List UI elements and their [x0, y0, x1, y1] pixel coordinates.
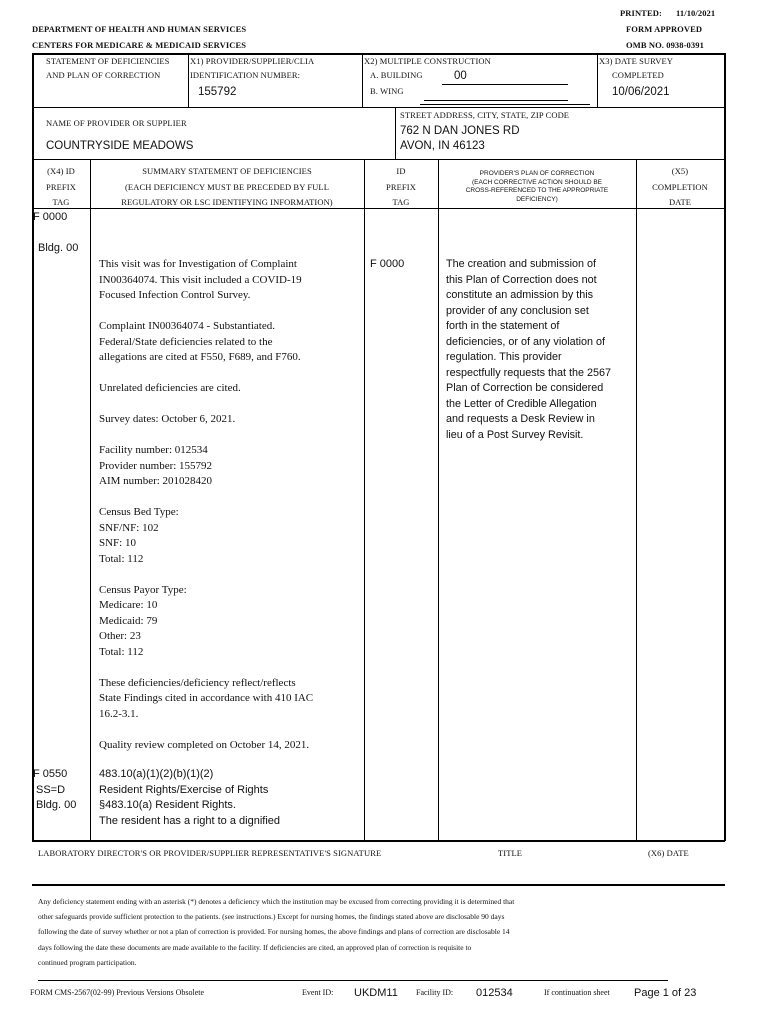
- plan-line: regulation. This provider: [446, 351, 562, 363]
- provider-name-label: NAME OF PROVIDER OR SUPPLIER: [46, 118, 187, 128]
- summary-paragraph: [99, 412, 361, 428]
- tag-line: F 0550: [33, 768, 68, 780]
- building-tag-1: Bldg. 00: [38, 242, 79, 254]
- x4-header-line: TAG: [52, 197, 70, 207]
- building-underline: [442, 84, 568, 85]
- summary-line: SNF: 10: [99, 537, 136, 549]
- summary-line: Federal/State deficiencies related to the: [99, 335, 273, 348]
- summary-paragraph: [99, 443, 361, 490]
- plan-id-tag: F 0000: [370, 258, 405, 270]
- title-label: TITLE: [498, 848, 523, 858]
- summary-paragraph: [99, 505, 361, 567]
- plan-line: the Letter of Credible Allegation: [446, 397, 597, 410]
- summary-column-header: [90, 164, 364, 211]
- summary-paragraph: [99, 381, 361, 397]
- summary-paragraph: [99, 319, 361, 366]
- summary-line: These deficiencies/deficiency reflect/reflects: [99, 676, 296, 689]
- summary-line: Other: 23: [99, 630, 141, 642]
- disclaimer-text: [38, 894, 514, 970]
- id-column-header: [364, 164, 438, 211]
- building-tag-2: Bldg. 00: [36, 799, 77, 811]
- facility-id: 012534: [476, 987, 513, 999]
- id-header-line: ID: [396, 166, 406, 176]
- building-value: 00: [454, 70, 467, 82]
- plan-line: forth in the statement of: [446, 320, 560, 332]
- wing-underline: [424, 100, 568, 101]
- building-label: A. BUILDING: [370, 70, 423, 80]
- summary-statement: [99, 257, 361, 753]
- summary-line: Unrelated deficiencies are cited.: [99, 382, 241, 394]
- plan-line: The creation and submission of: [446, 258, 597, 270]
- disclaimer-line: continued program participation.: [38, 957, 137, 967]
- x4-header-line: (X4) ID: [47, 166, 75, 176]
- printed-label: PRINTED:: [620, 8, 662, 18]
- disclaimer-line: other safeguards provide sufficient protection to the patients. (see instructions.) Except for nursing homes, the findings stated above are disclosable 90 days: [38, 912, 505, 922]
- plan-header-line: (EACH CORRECTIVE ACTION SHOULD BE: [471, 178, 603, 186]
- x5-column-header: [636, 164, 724, 211]
- plan-line: deficiencies, or of any violation of: [446, 335, 606, 348]
- summary-line: Survey dates: October 6, 2021.: [99, 413, 236, 425]
- x2-label: X2) MULTIPLE CONSTRUCTION: [364, 56, 491, 66]
- summary-line: SNF/NF: 102: [99, 521, 159, 534]
- regulation-line: 483.10(a)(1)(2)(b)(1)(2): [99, 768, 214, 780]
- plan-line: this Plan of Correction does not: [446, 273, 597, 286]
- plan-line: provider of any conclusion set: [446, 304, 589, 317]
- summary-line: Total: 112: [99, 645, 144, 658]
- plan-column-header: [438, 170, 636, 204]
- printed-date: 11/10/2021: [676, 8, 716, 18]
- plan-line: Plan of Correction be considered: [446, 382, 604, 394]
- x3-label-line-2: COMPLETED: [612, 70, 664, 80]
- x5-header-line: (X5): [671, 166, 689, 176]
- statement-label-line-2: AND PLAN OF CORRECTION: [46, 70, 161, 80]
- summary-paragraph: [99, 738, 361, 754]
- facility-id-label: Facility ID:: [416, 988, 454, 997]
- address-label: STREET ADDRESS, CITY, STATE, ZIP CODE: [400, 110, 570, 120]
- summary-line: IN00364074. This visit included a COVID-19: [99, 273, 302, 286]
- regulation-line: The resident has a right to a dignified: [99, 814, 281, 827]
- signature-label: LABORATORY DIRECTOR'S OR PROVIDER/SUPPLIER REPRESENTATIVE'S SIGNATURE: [38, 848, 382, 858]
- continuation-label: If continuation sheet: [544, 988, 610, 997]
- form-approved: FORM APPROVED: [626, 24, 703, 34]
- summary-line: Complaint IN00364074 - Substantiated.: [99, 320, 275, 332]
- statement-label-line-1: STATEMENT OF DEFICIENCIES: [46, 56, 170, 66]
- summary-header-line: (EACH DEFICIENCY MUST BE PRECEDED BY FULL: [124, 181, 330, 192]
- plan-line: and requests a Desk Review in: [446, 413, 595, 425]
- deficiency-tag-f0550: [33, 767, 76, 814]
- provider-number: 155792: [198, 86, 237, 98]
- provider-name: COUNTRYSIDE MEADOWS: [46, 140, 194, 152]
- event-id: UKDM11: [354, 987, 398, 999]
- summary-paragraph: [99, 583, 361, 661]
- form-id: FORM CMS-2567(02-99) Previous Versions Obsolete: [30, 988, 205, 997]
- wing-label: B. WING: [370, 86, 404, 96]
- summary-paragraph: [99, 676, 361, 723]
- summary-header-line: SUMMARY STATEMENT OF DEFICIENCIES: [142, 166, 312, 176]
- plan-line: constitute an admission by this: [446, 289, 594, 301]
- summary-header-line: REGULATORY OR LSC IDENTIFYING INFORMATION): [121, 197, 333, 207]
- plan-line: lieu of a Post Survey Revisit.: [446, 428, 584, 441]
- plan-header-line: PROVIDER'S PLAN OF CORRECTION: [479, 170, 595, 177]
- x1-label-line-2: IDENTIFICATION NUMBER:: [190, 70, 301, 80]
- summary-line: Quality review completed on October 14, 2021.: [99, 738, 310, 751]
- x3-label-line-1: X3) DATE SURVEY: [599, 56, 674, 66]
- summary-line: 16.2-3.1.: [99, 707, 139, 720]
- x1-label-line-1: X1) PROVIDER/SUPPLIER/CLIA: [190, 56, 315, 66]
- plan-of-correction-text: [446, 257, 634, 443]
- signature-divider: [32, 884, 725, 886]
- summary-line: Medicare: 10: [99, 599, 158, 611]
- address-line-2: AVON, IN 46123: [400, 140, 485, 152]
- agency-line-1: DEPARTMENT OF HEALTH AND HUMAN SERVICES: [32, 24, 247, 34]
- summary-line: State Findings cited in accordance with 410 IAC: [99, 692, 314, 704]
- summary-line: Provider number: 155792: [99, 459, 213, 472]
- disclaimer-line: following the date of survey whether or not a plan of correction is provided. For nursing homes, the above findings and plans of correction are disclosable 14: [38, 927, 510, 937]
- summary-line: Census Bed Type:: [99, 506, 179, 518]
- plan-line: respectfully requests that the 2567: [446, 366, 612, 379]
- x4-header-line: PREFIX: [46, 181, 76, 192]
- summary-paragraph: [99, 257, 361, 304]
- summary-line: Focused Infection Control Survey.: [99, 289, 251, 301]
- event-id-label: Event ID:: [302, 988, 334, 997]
- regulation-line: Resident Rights/Exercise of Rights: [99, 783, 269, 796]
- regulation-line: §483.10(a) Resident Rights.: [99, 799, 236, 811]
- summary-line: Facility number: 012534: [99, 444, 208, 456]
- summary-line: Census Payor Type:: [99, 583, 187, 596]
- id-header-line: PREFIX: [386, 181, 416, 192]
- regulation-text: [99, 767, 280, 829]
- plan-header-line: CROSS-REFERENCED TO THE APPROPRIATE: [465, 187, 609, 194]
- summary-line: This visit was for Investigation of Complaint: [99, 258, 297, 270]
- scope-severity: SS=D: [36, 783, 66, 796]
- id-header-line: TAG: [392, 197, 410, 207]
- summary-line: Medicaid: 79: [99, 614, 158, 627]
- summary-line: allegations are cited at F550, F689, and F760.: [99, 351, 301, 363]
- prefix-tag-f0000: F 0000: [33, 211, 68, 223]
- page-number: Page 1 of 23: [634, 987, 697, 999]
- x5-header-line: DATE: [668, 197, 692, 207]
- x4-column-header: [32, 164, 90, 211]
- x5-header-line: COMPLETION: [652, 181, 708, 192]
- omb-number: OMB NO. 0938-0391: [626, 40, 704, 50]
- footer-divider: [38, 980, 668, 981]
- disclaimer-line: Any deficiency statement ending with an asterisk (*) denotes a deficiency which the institution may be excused from correcting providing it is determined that: [38, 897, 515, 906]
- disclaimer-line: days following the date these documents are made available to the facility. If deficiencies are cited, an approved plan of correction is requisite to: [38, 942, 472, 952]
- agency-line-2: CENTERS FOR MEDICARE & MEDICAID SERVICES: [32, 40, 247, 50]
- plan-header-line: DEFICIENCY): [516, 195, 558, 203]
- address-line-1: 762 N DAN JONES RD: [400, 125, 520, 137]
- summary-line: Total: 112: [99, 552, 144, 565]
- x6-date-label: (X6) DATE: [648, 848, 689, 858]
- summary-line: AIM number: 201028420: [99, 475, 213, 487]
- survey-date: 10/06/2021: [612, 86, 670, 98]
